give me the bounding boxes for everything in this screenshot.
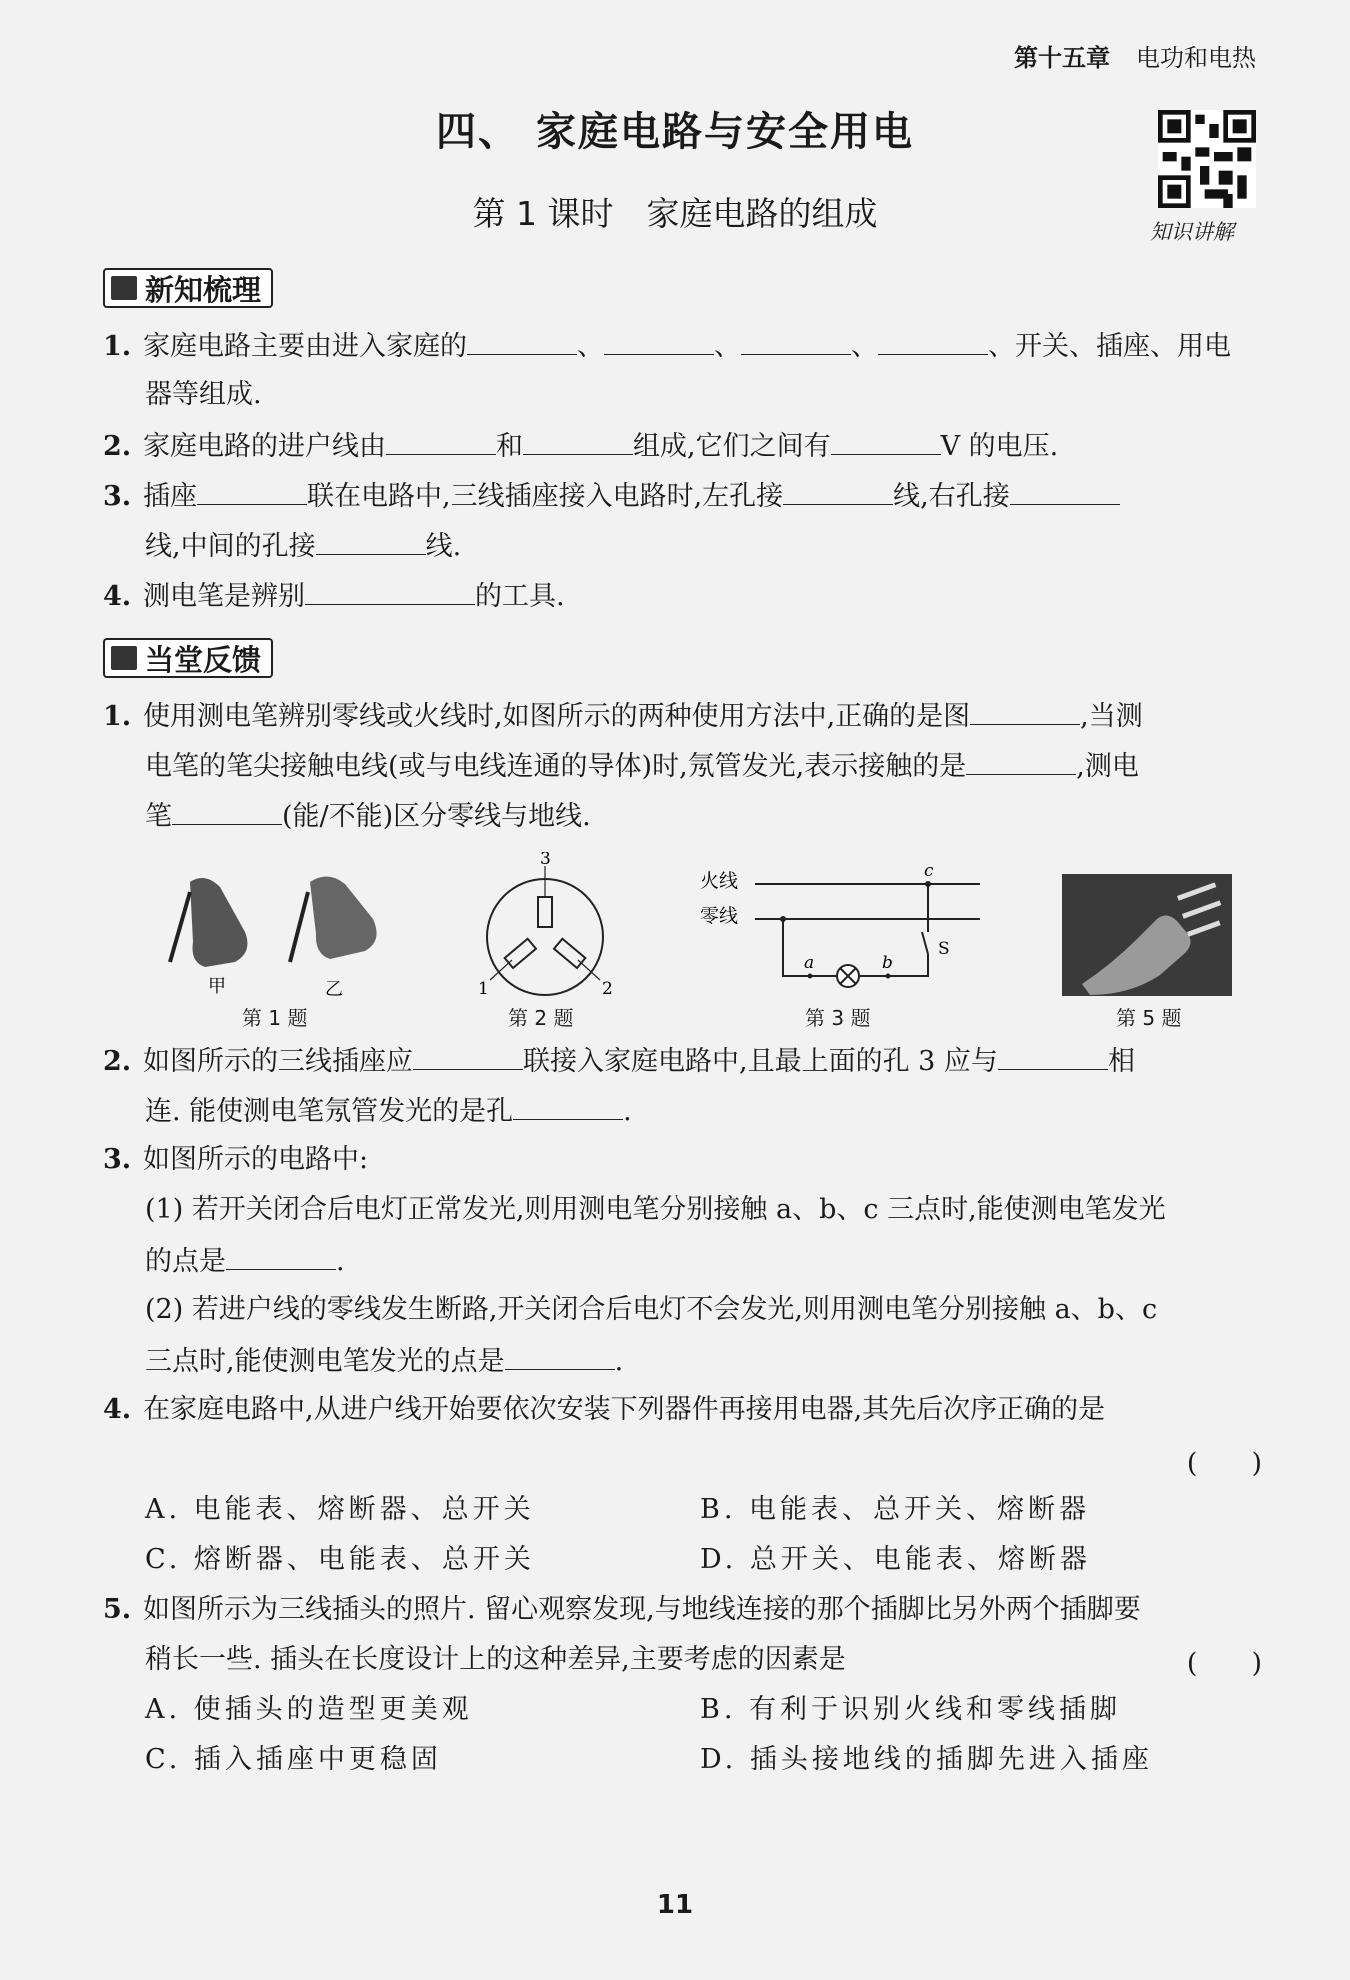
- answer-blank[interactable]: [966, 746, 1076, 775]
- section-header-feedback: [103, 638, 273, 678]
- switch-s: [922, 932, 928, 954]
- book-icon: [111, 276, 137, 300]
- s1-question-3-cont: [103, 526, 1307, 566]
- section-label: 当堂反馈: [145, 642, 262, 677]
- answer-blank[interactable]: [604, 326, 714, 355]
- question-text: 线,右孔接: [893, 481, 1010, 512]
- qr-label: 知识讲解: [1150, 220, 1234, 244]
- question-text: 稍长一些. 插头在长度设计上的这种差异,主要考虑的因素是: [145, 1644, 846, 1675]
- question-text: ,当测: [1080, 701, 1143, 732]
- figure-3-circuit: [700, 864, 990, 994]
- s2-question-4: [103, 1391, 1265, 1429]
- s2-question-3-part-2-cont: [103, 1341, 1307, 1381]
- question-number: 3.: [103, 1144, 132, 1175]
- question-text: 如图所示的三线插座应: [143, 1046, 413, 1077]
- running-header: [1014, 38, 1256, 73]
- option-5a[interactable]: A. 使插头的造型更美观: [145, 1694, 473, 1725]
- label-hole-3: 3: [540, 852, 551, 869]
- answer-blank[interactable]: [305, 576, 475, 605]
- pen-right: [290, 892, 308, 962]
- answer-blank[interactable]: [226, 1241, 336, 1270]
- option-5b[interactable]: B. 有利于识别火线和零线插脚: [700, 1694, 1122, 1725]
- question-number: 5.: [103, 1594, 132, 1625]
- question-number: 3.: [103, 481, 132, 512]
- answer-blank[interactable]: [970, 696, 1080, 725]
- s1-question-2: [103, 426, 1265, 466]
- label-jia: 甲: [208, 976, 226, 997]
- question-number: 4.: [103, 1394, 132, 1425]
- answer-blank[interactable]: [783, 476, 893, 505]
- label-point-c: c: [924, 864, 934, 881]
- question-text: .: [336, 1246, 345, 1277]
- answer-bracket-q4[interactable]: ( ): [1186, 1448, 1262, 1479]
- option-5c[interactable]: C. 插入插座中更稳固: [145, 1744, 442, 1775]
- option-5d[interactable]: D. 插头接地线的插脚先进入插座: [700, 1744, 1153, 1775]
- figure-1-caption: 第 1 题: [242, 1006, 308, 1030]
- s1-question-1: 1. 家庭电路主要由进入家庭的 、 、 、 、开关、插座、用电: [103, 326, 1265, 366]
- hole-2: [554, 939, 585, 968]
- pen-left: [170, 892, 190, 962]
- question-number: 1.: [103, 701, 132, 732]
- figure-1-test-pen-hands: [150, 862, 390, 1002]
- s2-question-1-cont: [103, 746, 1307, 786]
- figure-5-caption: 第 5 题: [1116, 1006, 1182, 1030]
- question-text: 连. 能使测电笔氖管发光的是孔: [145, 1096, 514, 1127]
- question-text: 的工具.: [475, 581, 565, 612]
- question-text: 笔: [145, 801, 172, 832]
- page-number: 11: [656, 1890, 694, 1920]
- s2-question-3-part-1: [103, 1191, 1307, 1229]
- question-text: (1) 若开关闭合后电灯正常发光,则用测电笔分别接触 a、b、c 三点时,能使测电笔发光: [145, 1194, 1166, 1225]
- answer-blank[interactable]: [172, 796, 282, 825]
- question-number: 1.: [103, 331, 132, 362]
- question-text: 家庭电路的进户线由: [143, 431, 386, 462]
- question-number: 4.: [103, 581, 132, 612]
- chapter-label: 第十五章: [1014, 44, 1110, 72]
- chapter-topic: 电功和电热: [1136, 44, 1256, 72]
- answer-blank[interactable]: [998, 1041, 1108, 1070]
- label-neutral-wire: 零线: [700, 905, 739, 927]
- answer-blank[interactable]: [741, 326, 851, 355]
- hand-right: [310, 876, 377, 959]
- label-hole-2: 2: [602, 979, 613, 999]
- s2-question-1: [103, 696, 1265, 736]
- question-text: 家庭电路主要由进入家庭的: [143, 331, 467, 362]
- option-4a[interactable]: A. 电能表、熔断器、总开关: [145, 1494, 535, 1525]
- option-4d[interactable]: D. 总开关、电能表、熔断器: [700, 1544, 1091, 1575]
- page-subtitle: 第 1 课时 家庭电路的组成: [472, 194, 878, 233]
- pen-icon: [111, 646, 137, 670]
- question-text: 测电笔是辨别: [143, 581, 305, 612]
- question-text: 相: [1107, 1046, 1135, 1077]
- question-text: 和: [496, 431, 523, 462]
- answer-bracket-q5[interactable]: ( ): [1186, 1648, 1262, 1679]
- qr-code-icon[interactable]: [1158, 110, 1256, 208]
- s2-question-3: [103, 1141, 1265, 1179]
- question-text: 线,中间的孔接: [145, 531, 316, 562]
- answer-blank[interactable]: [316, 526, 426, 555]
- question-text: 联接入家庭电路中,且最上面的孔 3 应与: [523, 1046, 998, 1077]
- answer-blank[interactable]: [878, 326, 988, 355]
- hand-left: [190, 878, 247, 967]
- figure-3-caption: 第 3 题: [805, 1006, 871, 1030]
- question-text: (2) 若进户线的零线发生断路,开关闭合后电灯不会发光,则用测电笔分别接触 a、b、c: [145, 1294, 1158, 1325]
- answer-blank[interactable]: [513, 1091, 623, 1120]
- s1-question-1-cont: [103, 376, 1307, 414]
- question-text: .: [623, 1096, 632, 1127]
- label-point-a: a: [804, 953, 815, 973]
- figure-2-caption: 第 2 题: [508, 1006, 574, 1030]
- question-text: 使用测电笔辨别零线或火线时,如图所示的两种使用方法中,正确的是图: [143, 701, 971, 732]
- figure-2-three-hole-socket: [460, 852, 630, 1002]
- option-4b[interactable]: B. 电能表、总开关、熔断器: [700, 1494, 1091, 1525]
- question-text: 电笔的笔尖接触电线(或与电线连通的导体)时,氖管发光,表示接触的是: [145, 751, 967, 782]
- question-text: .: [614, 1346, 624, 1377]
- question-text: 联在电路中,三线插座接入电路时,左孔接: [307, 481, 784, 512]
- question-text: 如图所示的电路中:: [143, 1144, 369, 1175]
- label-yi: 乙: [325, 979, 343, 1000]
- question-number: 2.: [103, 431, 132, 462]
- section-label: 新知梳理: [145, 272, 262, 307]
- s2-question-1-cont2: [103, 796, 1307, 836]
- s2-question-3-part-2: [103, 1291, 1307, 1329]
- answer-blank[interactable]: [831, 426, 941, 455]
- answer-blank[interactable]: [386, 426, 496, 455]
- answer-blank[interactable]: [467, 326, 577, 355]
- answer-blank[interactable]: [413, 1041, 523, 1070]
- figure-5-plug-photo: [1062, 874, 1232, 996]
- s2-question-2-cont: [103, 1091, 1307, 1131]
- option-4c[interactable]: C. 熔断器、电能表、总开关: [145, 1544, 535, 1575]
- s2-question-2: [103, 1041, 1265, 1081]
- answer-blank[interactable]: [1010, 476, 1120, 505]
- hole-1: [505, 939, 536, 968]
- s1-question-3: [103, 476, 1265, 516]
- s2-question-5: [103, 1591, 1265, 1629]
- hole-3: [538, 897, 552, 927]
- section-header-new-knowledge: [103, 268, 273, 308]
- question-text: 插座: [143, 481, 197, 512]
- question-number: 2.: [103, 1046, 132, 1077]
- label-hole-1: 1: [478, 979, 489, 999]
- question-text: 三点时,能使测电笔发光的点是: [145, 1346, 505, 1377]
- s2-question-3-part-1-cont: [103, 1241, 1307, 1281]
- label-live-wire: 火线: [700, 870, 739, 892]
- s1-question-4: [103, 576, 1265, 616]
- question-text: ,测电: [1076, 751, 1139, 782]
- label-point-b: b: [882, 953, 893, 973]
- page-title: 四、 家庭电路与安全用电: [436, 108, 914, 155]
- answer-blank[interactable]: [197, 476, 307, 505]
- question-text: V 的电压.: [940, 431, 1059, 462]
- question-text: 、开关、插座、用电: [988, 331, 1231, 362]
- answer-blank[interactable]: [523, 426, 633, 455]
- label-switch-s: S: [938, 939, 950, 959]
- s2-question-5-cont: [103, 1641, 1307, 1679]
- question-text: (能/不能)区分零线与地线.: [282, 801, 591, 832]
- question-text: 组成,它们之间有: [633, 431, 831, 462]
- question-text: 的点是: [145, 1246, 226, 1277]
- question-text: 线.: [425, 531, 462, 562]
- question-text: 在家庭电路中,从进户线开始要依次安装下列器件再接用电器,其先后次序正确的是: [143, 1394, 1106, 1425]
- question-text: 器等组成.: [145, 379, 262, 410]
- question-text: 如图所示为三线插头的照片. 留心观察发现,与地线连接的那个插脚比另外两个插脚要: [143, 1594, 1141, 1625]
- answer-blank[interactable]: [505, 1341, 615, 1370]
